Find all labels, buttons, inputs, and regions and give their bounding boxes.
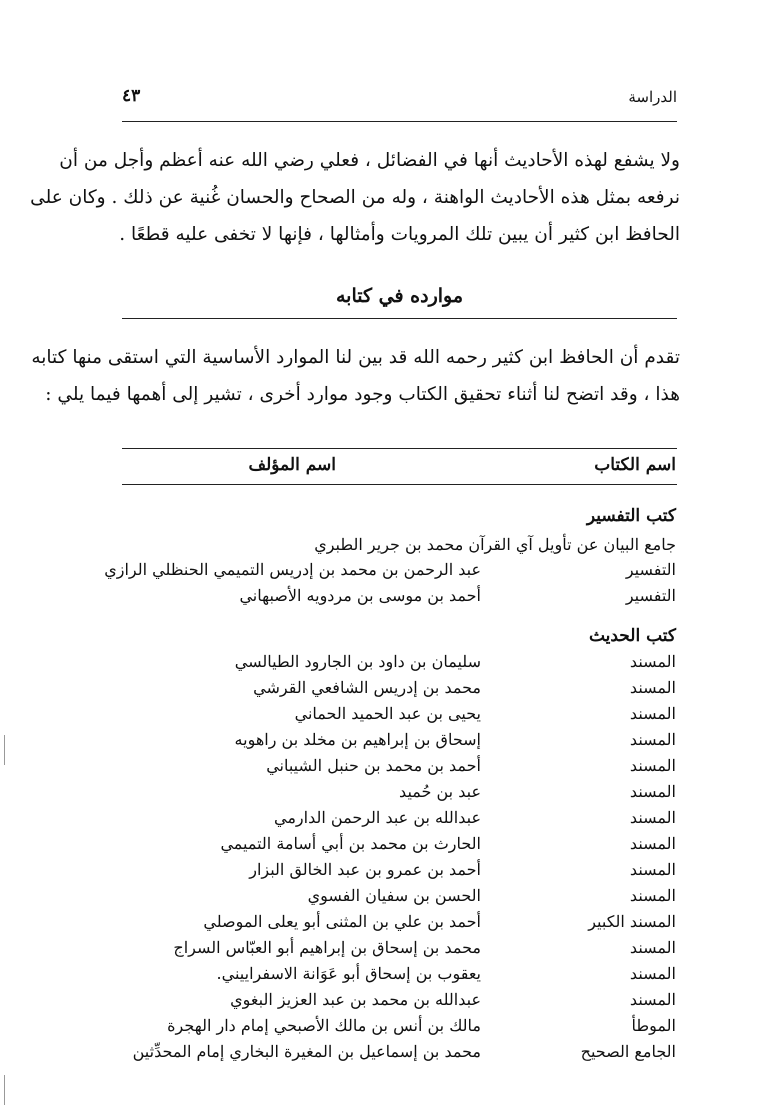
- author-name: الحسن بن سفيان الفسوي: [307, 886, 481, 905]
- table-row: [100, 990, 676, 1016]
- book-title: المسند: [629, 704, 676, 723]
- intro-line: ولا يشفع لهذه الأحاديث أنها في الفضائل ، فعلي رضي الله عنه أعظم وأجل من أن: [59, 150, 680, 171]
- row-full-text: جامع البيان عن تأويل آي القرآن محمد بن جرير الطبري: [314, 535, 676, 554]
- table-row: [100, 586, 676, 612]
- table-row: [100, 1042, 676, 1068]
- author-name: عبد بن حُميد: [399, 782, 481, 801]
- author-name: أحمد بن محمد بن حنبل الشيباني: [266, 756, 481, 775]
- author-name: عبدالله بن عبد الرحمن الدارمي: [274, 808, 481, 827]
- author-name: عبدالله بن محمد بن عبد العزيز البغوي: [230, 990, 481, 1009]
- page-header: [122, 86, 677, 110]
- book-title: التفسير: [625, 586, 676, 605]
- book-title: المسند: [629, 652, 676, 671]
- table-row: [100, 678, 676, 704]
- table-header-rule: [122, 484, 677, 485]
- table-row: [100, 912, 676, 938]
- table-top-rule: [122, 448, 677, 449]
- author-name: عبد الرحمن بن محمد بن إدريس التميمي الحنظلي الرازي: [104, 560, 481, 579]
- author-name: يعقوب بن إسحاق أبو عَوَانة الاسفراييني.: [216, 964, 481, 983]
- table-row: [100, 756, 676, 782]
- author-name: أحمد بن عمرو بن عبد الخالق البزار: [249, 860, 481, 879]
- table-row: [100, 704, 676, 730]
- group-heading-tafsir: كتب التفسير: [586, 506, 676, 526]
- table-row: [100, 782, 676, 808]
- table-row: [100, 964, 676, 990]
- book-title: المسند: [629, 730, 676, 749]
- intro-paragraph: [30, 150, 680, 260]
- scan-margin-mark: [4, 1075, 5, 1105]
- table-row: [100, 834, 676, 860]
- sources-line: هذا ، وقد اتضح لنا أثناء تحقيق الكتاب وجود موارد أخرى ، تشير إلى أهمها فيما يلي :: [45, 384, 680, 405]
- table-row: [100, 860, 676, 886]
- author-name: محمد بن إسحاق بن إبراهيم أبو العبّاس السراج: [173, 938, 481, 957]
- sources-line: تقدم أن الحافظ ابن كثير رحمه الله قد بين لنا الموارد الأساسية التي استقى منها كتابه: [31, 347, 680, 368]
- scan-margin-mark: [4, 735, 5, 765]
- book-title: الموطأ: [631, 1016, 676, 1035]
- author-name: محمد بن إسماعيل بن المغيرة البخاري إمام المحدِّثين: [132, 1042, 481, 1061]
- author-name: الحارث بن محمد بن أبي أسامة التميمي: [220, 834, 481, 853]
- book-title: التفسير: [625, 560, 676, 579]
- book-title: المسند: [629, 834, 676, 853]
- author-name: يحيى بن عبد الحميد الحماني: [294, 704, 481, 723]
- book-title: المسند: [629, 990, 676, 1009]
- table-row: [100, 652, 676, 678]
- book-title: المسند: [629, 678, 676, 697]
- book-title: المسند: [629, 964, 676, 983]
- running-title: الدراسة: [628, 88, 677, 106]
- author-name: أحمد بن علي بن المثنى أبو يعلى الموصلي: [203, 912, 481, 931]
- book-title: المسند: [629, 860, 676, 879]
- author-name: إسحاق بن إبراهيم بن مخلد بن راهويه: [234, 730, 481, 749]
- column-header-author: اسم المؤلف: [248, 455, 336, 475]
- author-name: سليمان بن داود بن الجارود الطيالسي: [234, 652, 481, 671]
- book-title: الجامع الصحيح: [580, 1042, 676, 1061]
- group-heading-hadith: كتب الحديث: [588, 626, 676, 646]
- book-title: المسند: [629, 756, 676, 775]
- table-row: [100, 808, 676, 834]
- table-row: [100, 560, 676, 586]
- table-row: [100, 938, 676, 964]
- book-title: المسند الكبير: [588, 912, 676, 931]
- intro-line: نرفعه بمثل هذه الأحاديث الواهنة ، وله من الصحاح والحسان غُنية عن ذلك . وكان على: [30, 187, 680, 208]
- sources-paragraph: [31, 347, 680, 422]
- table-row: [100, 1016, 676, 1042]
- book-title: المسند: [629, 808, 676, 827]
- book-title: المسند: [629, 886, 676, 905]
- author-name: مالك بن أنس بن مالك الأصبحي إمام دار الهجرة: [167, 1016, 481, 1035]
- header-rule: [122, 121, 677, 122]
- book-title: المسند: [629, 938, 676, 957]
- section-title: موارده في كتابه: [335, 285, 464, 307]
- table-row: [100, 535, 676, 561]
- table-row: [100, 886, 676, 912]
- author-name: محمد بن إدريس الشافعي القرشي: [253, 678, 481, 697]
- table-row: [100, 730, 676, 756]
- page-number: ٤٣: [122, 86, 141, 106]
- intro-line: الحافظ ابن كثير أن يبين تلك المرويات وأمثالها ، فإنها لا تخفى عليه قطعًا .: [119, 224, 680, 245]
- section-rule: [122, 318, 677, 319]
- author-name: أحمد بن موسى بن مردويه الأصبهاني: [239, 586, 481, 605]
- column-header-book: اسم الكتاب: [594, 455, 676, 475]
- book-title: المسند: [629, 782, 676, 801]
